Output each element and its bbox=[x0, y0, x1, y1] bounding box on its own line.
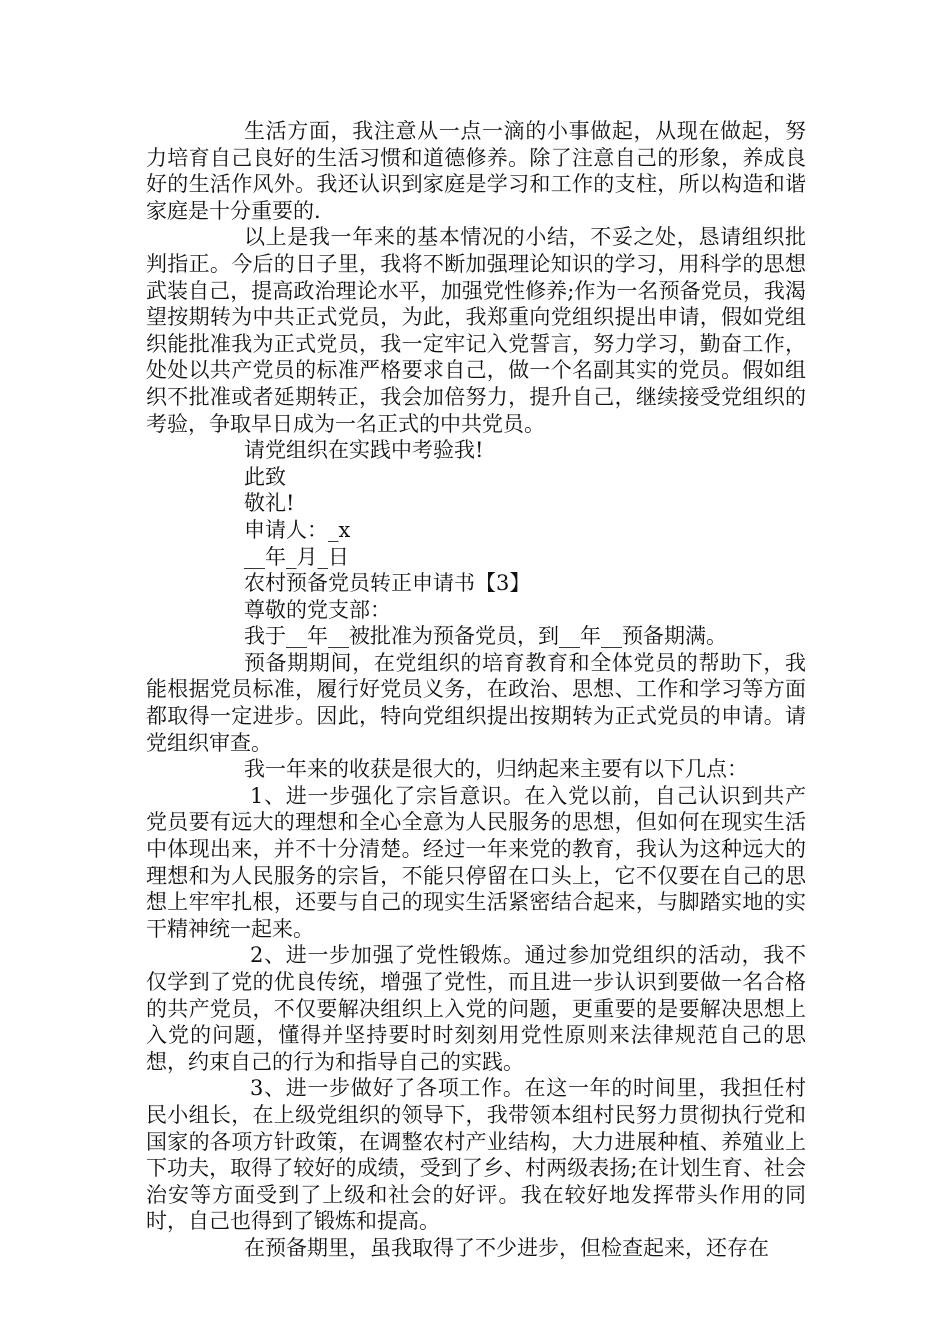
greeting-line: 尊敬的党支部： bbox=[244, 597, 391, 622]
closing-request: 请党组织在实践中考验我! bbox=[244, 438, 484, 463]
paragraph-life: 生活方面，我注意从一点一滴的小事做起，从现在做起，努力培育自己良好的生活习惯和道德修养。除了注意自己的形象，养成良好的生活作风外。我还认识到家庭是学习和工作的支柱，所以构造和谐家庭是十分重要的. bbox=[146, 119, 806, 223]
salutation-jingli: 敬礼! bbox=[244, 491, 295, 516]
paragraph-gains-intro: 我一年来的收获是很大的，归纳起来主要有以下几点： bbox=[244, 757, 748, 782]
salutation-cizhi: 此致 bbox=[244, 464, 286, 489]
date-line: __年_月_日 bbox=[244, 544, 349, 569]
section-title: 农村预备党员转正申请书【3】 bbox=[244, 571, 531, 596]
paragraph-point-1: 1、进一步强化了宗旨意识。在入党以前，自己认识到共产党员要有远大的理想和全心全意为人民服务的思想，但如何在现实生活中体现出来，并不十分清楚。经过一年来党的教育，我认为这种远大的理想和为人民服务的宗旨，不能只停留在口头上，它不仅要在自己的思想上牢牢扎根，还要与自己的现实生活紧密结合起来，与脚踏实地的实干精神统一起来。 bbox=[146, 783, 806, 941]
document-body bbox=[146, 118, 806, 1262]
paragraph-shortcomings: 在预备期里，虽我取得了不少进步，但检查起来，还存在 bbox=[244, 1235, 769, 1260]
applicant-line: 申请人：_x bbox=[244, 517, 351, 542]
approval-line: 我于__年__被批准为预备党员，到__年__预备期满。 bbox=[244, 624, 727, 649]
paragraph-probation: 预备期期间，在党组织的培育教育和全体党员的帮助下，我能根据党员标准，履行好党员义务，在政治、思想、工作和学习等方面都取得一定进步。因此，特向党组织提出按期转为正式党员的申请。请党组织审查。 bbox=[146, 650, 806, 755]
paragraph-summary: 以上是我一年来的基本情况的小结，不妥之处，恳请组织批判指正。今后的日子里，我将不断加强理论知识的学习，用科学的思想武装自己，提高政治理论水平，加强党性修养;作为一名预备党员，我渴望按期转为中共正式党员，为此，我郑重向党组织提出申请，假如党组织能批准我为正式党员，我一定牢记入党誓言，努力学习，勤奋工作，处处以共产党员的标准严格要求自己，做一个名副其实的党员。假如组织不批准或者延期转正，我会加倍努力，提升自己，继续接受党组织的考验，争取早日成为一名正式的中共党员。 bbox=[146, 225, 806, 436]
paragraph-point-2: 2、进一步加强了党性锻炼。通过参加党组织的活动，我不仅学到了党的优良传统，增强了党性，而且进一步认识到要做一名合格的共产党员，不仅要解决组织上入党的问题，更重要的是要解决思想上入党的问题，懂得并坚持要时时刻刻用党性原则来法律规范自己的思想，约束自己的行为和指导自己的实践。 bbox=[146, 943, 806, 1074]
paragraph-point-3: 3、进一步做好了各项工作。在这一年的时间里，我担任村民小组长，在上级党组织的领导下，我带领本组村民努力贯彻执行党和国家的各项方针政策，在调整农村产业结构，大力进展种植、养殖业上下功夫，取得了较好的成绩，受到了乡、村两级表扬;在计划生育、社会治安等方面受到了上级和社会的好评。我在较好地发挥带头作用的同时，自己也得到了锻炼和提高。 bbox=[146, 1076, 806, 1234]
